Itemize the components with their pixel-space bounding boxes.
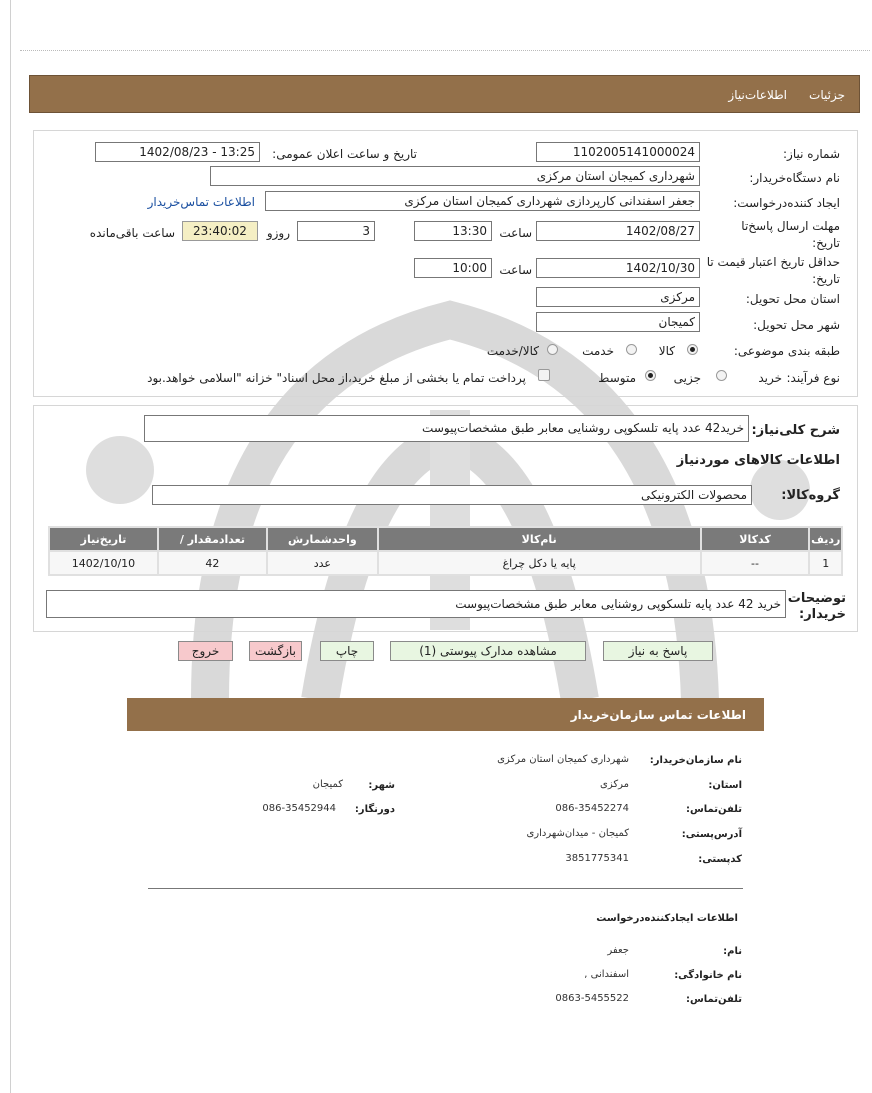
goods-group-field[interactable]: محصولات الکترونیکی [152, 485, 752, 505]
process-radio-medium[interactable] [645, 370, 656, 381]
buyer-org-label: نام دستگاه‌خریدار: [749, 171, 840, 185]
category-goods-service-label: کالا/خدمت [486, 344, 539, 358]
category-goods-label: کالا [658, 344, 675, 358]
respond-button[interactable]: پاسخ به نیاز [603, 641, 713, 661]
creator-info-title: اطلاعات ایجادکننده‌درخواست [596, 913, 738, 924]
city-contact-label: شهر: [368, 780, 395, 791]
creator-label: ایجاد کننده‌درخواست: [733, 196, 840, 210]
province-contact-value: مرکزی [600, 779, 629, 790]
category-radio-service[interactable] [626, 344, 637, 355]
need-summary-label: شرح کلی‌نیاز: [751, 423, 840, 438]
announce-date-field[interactable]: 1402/08/23 - 13:25 [95, 142, 260, 162]
fax-label: دورنگار: [354, 804, 395, 815]
category-radio-goods[interactable] [687, 344, 698, 355]
price-validity-date-field[interactable]: 1402/10/30 [536, 258, 700, 278]
remaining-time-field: 23:40:02 [182, 221, 258, 241]
goods-group-label: گروه‌کالا: [781, 488, 840, 503]
deadline-label: مهلت ارسال پاسخ‌تا تاریخ: [741, 219, 840, 250]
page-left-border [10, 0, 11, 1093]
treasury-checkbox[interactable] [538, 369, 550, 381]
price-validity-label: حداقل تاریخ اعتبار قیمت تا تاریخ: [706, 255, 840, 286]
category-label: طبقه بندی موضوعی: [733, 344, 840, 358]
province-label: استان محل تحویل: [745, 292, 840, 306]
creator-family-value: اسفندانی , [584, 969, 629, 980]
city-label: شهر محل تحویل: [753, 318, 840, 332]
need-summary-field[interactable]: خرید42 عدد پایه تلسکوپی روشنایی معابر طبق مشخصات‌پیوست [144, 415, 749, 442]
price-validity-time-field[interactable]: 10:00 [414, 258, 492, 278]
creator-family-label: نام خانوادگی: [674, 970, 742, 981]
col-need-date: تاریخ‌نیاز [50, 528, 157, 550]
back-button[interactable]: بازگشت [249, 641, 302, 661]
announce-date-label: تاریخ و ساعت اعلان عمومی: [272, 147, 417, 161]
address-value: کمیجان - میدان‌شهرداری [526, 828, 629, 839]
print-button[interactable]: چاپ [320, 641, 374, 661]
buyer-contact-bar [127, 698, 764, 731]
buyer-contact-title: اطلاعات تماس سازمان‌خریدار [570, 708, 746, 722]
tab-details[interactable]: جزئیات [809, 88, 845, 102]
goods-table-header-row [50, 528, 841, 550]
org-name-label: نام سازمان‌خریدار: [649, 755, 742, 766]
treasury-text: پرداخت تمام یا بخشی از مبلغ خرید،از محل اسناد" خزانه "اسلامی خواهد.بود [147, 371, 526, 385]
phone-contact-value: 086-35452274 [555, 803, 629, 814]
creator-phone-label: تلفن‌تماس: [685, 994, 742, 1005]
city-field[interactable]: کمیجان [536, 312, 700, 332]
process-radio-minor[interactable] [716, 370, 727, 381]
deadline-time-field[interactable]: 13:30 [414, 221, 492, 241]
creator-name-value: جعفر [607, 945, 629, 956]
need-number-label: شماره نیاز: [783, 147, 840, 161]
col-goods-code: کدکالا [702, 528, 809, 550]
province-field[interactable]: مرکزی [536, 287, 700, 307]
province-contact-label: استان: [708, 780, 742, 791]
tab-need-info[interactable]: اطلاعات‌نیاز [728, 88, 787, 102]
remaining-time-label: ساعت باقی‌مانده [89, 226, 175, 240]
details-header-bar [29, 75, 860, 113]
price-validity-time-label: ساعت [499, 263, 532, 277]
deadline-time-label: ساعت [499, 226, 532, 240]
col-row-number: ردیف [810, 528, 841, 550]
cell-quantity: 42 [159, 552, 266, 574]
creator-phone-value: 0863-5455522 [555, 993, 629, 1004]
buyer-contact-anchor[interactable]: اطلاعات تماس‌خریدار [147, 195, 255, 209]
col-quantity: تعدادمقدار / [159, 528, 266, 550]
col-unit: واحدشمارش [268, 528, 377, 550]
process-medium-label: متوسط [598, 371, 636, 385]
postal-code-value: 3851775341 [565, 853, 629, 864]
contact-divider [148, 888, 743, 889]
cell-unit: عدد [268, 552, 377, 574]
buyer-org-field[interactable]: شهرداری کمیجان استان مرکزی [210, 166, 700, 186]
days-label: روزو [266, 226, 290, 240]
buyer-contact-link[interactable] [148, 195, 255, 209]
process-type-label: نوع فرآیند: [786, 371, 840, 385]
goods-table [48, 526, 843, 576]
org-name-value: شهرداری کمیجان استان مرکزی [497, 754, 629, 765]
buyer-notes-field[interactable]: خرید 42 عدد پایه تلسکوپی روشنایی معابر طبق مشخصات‌پیوست [46, 590, 786, 618]
address-label: آدرس‌پستی: [681, 829, 742, 840]
category-service-label: خدمت [582, 344, 614, 358]
postal-code-label: کدپستی: [698, 854, 742, 865]
buyer-notes-label: توضیحات خریدار: [787, 591, 846, 622]
cell-need-date: 1402/10/10 [50, 552, 157, 574]
top-dotted-divider [20, 50, 870, 51]
table-row[interactable] [50, 552, 841, 574]
cell-goods-code: -- [702, 552, 809, 574]
fax-value: 086-35452944 [262, 803, 336, 814]
col-goods-name: نام‌کالا [379, 528, 700, 550]
city-contact-value: کمیجان [312, 779, 343, 790]
process-minor-label: جزیی [673, 371, 701, 385]
creator-name-label: نام: [723, 946, 742, 957]
days-field[interactable]: 3 [297, 221, 375, 241]
exit-button[interactable]: خروج [178, 641, 233, 661]
need-number-field[interactable]: 1102005141000024 [536, 142, 700, 162]
process-buy-label: خرید [758, 371, 782, 385]
cell-goods-name: پایه یا دکل چراغ [379, 552, 700, 574]
view-attachments-button[interactable]: مشاهده مدارک پیوستی (1) [390, 641, 586, 661]
creator-field[interactable]: جعفر اسفندانی کارپردازی شهرداری کمیجان استان مرکزی [265, 191, 700, 211]
cell-row-number: 1 [810, 552, 841, 574]
category-radio-goods-service[interactable] [547, 344, 558, 355]
phone-contact-label: تلفن‌تماس: [685, 804, 742, 815]
deadline-date-field[interactable]: 1402/08/27 [536, 221, 700, 241]
goods-info-title: اطلاعات کالاهای موردنیاز [676, 453, 840, 468]
